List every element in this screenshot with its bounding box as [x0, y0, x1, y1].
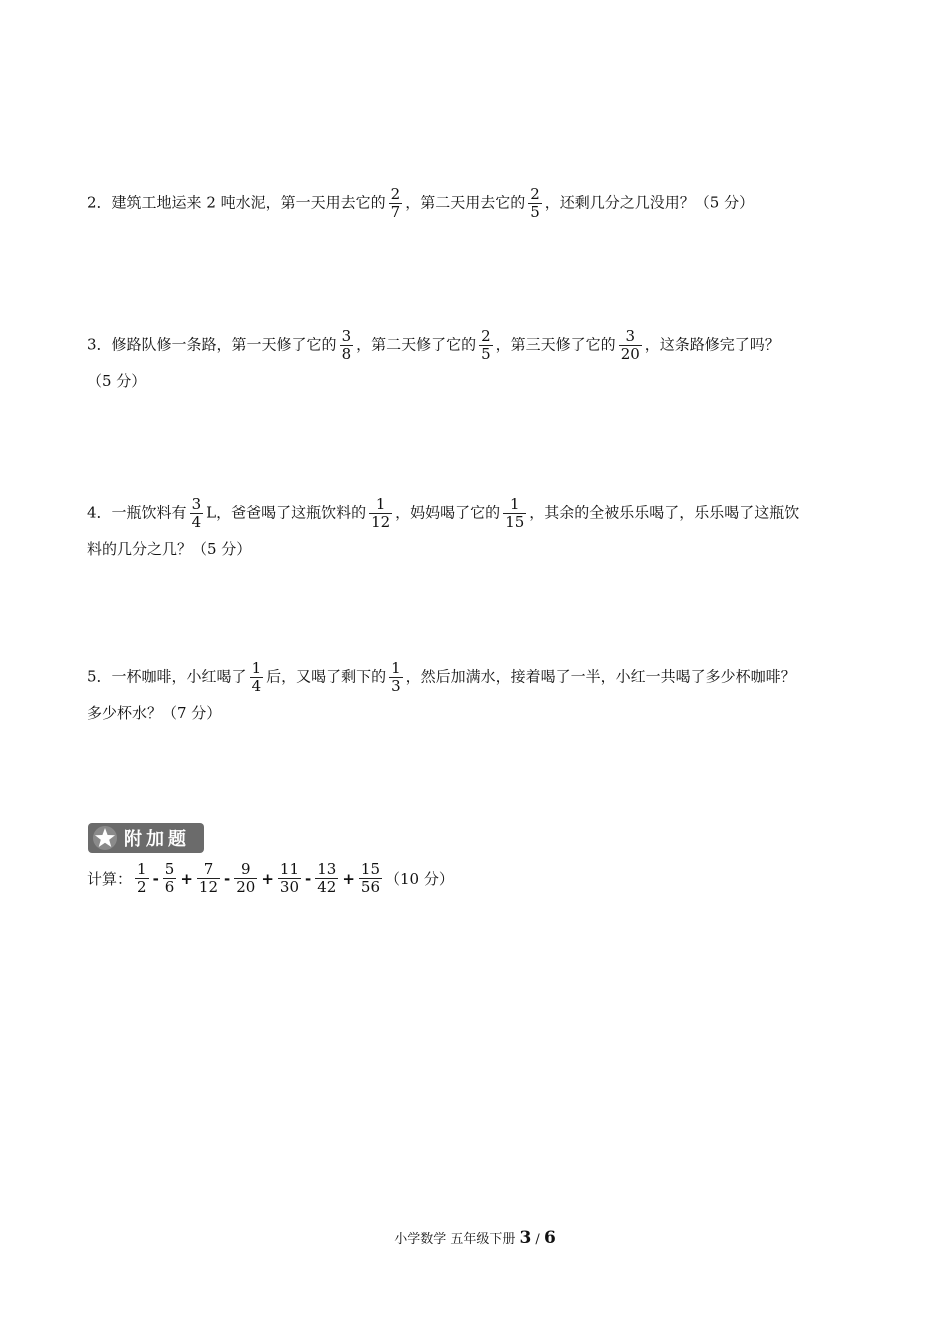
question-5: 5．一杯咖啡，小红喝了 $\frac{1}{4}$ 后，又喝了剩下的 $\frac{1}{3}$ ，然后加满水，接着喝了一半，小红一共喝了多少杯咖啡？ 多少杯水？（7 分）: [87, 660, 867, 723]
page-total: 6: [543, 1228, 556, 1248]
page-number: 3: [519, 1228, 532, 1248]
operator: +: [180, 869, 193, 888]
question-4: 4．一瓶饮料有 $\frac{3}{4}$ L，爸爸喝了这瓶饮料的 $\frac{1}{12}$ ，妈妈喝了它的 $\frac{1}{15}$ ，其余的全被乐乐喝了，乐乐喝了这瓶饮 料的几分之几？（5 分）: [87, 496, 867, 559]
bonus-section-header: [88, 823, 204, 853]
fraction: $\frac{9}{20}$: [236, 860, 256, 896]
score-line: （5 分）: [87, 372, 147, 390]
star-icon: [92, 825, 118, 851]
question-line-2: 料的几分之几？（5 分）: [87, 540, 252, 558]
fraction: $\frac{7}{12}$: [198, 860, 219, 896]
bonus-score: （10 分）: [385, 870, 454, 888]
bonus-calculation: [87, 861, 454, 896]
fraction: $\frac{1}{3}$: [391, 659, 401, 695]
fraction: $\frac{3}{8}$: [341, 327, 352, 363]
fraction: $\frac{1}{12}$: [371, 495, 391, 531]
fraction: $\frac{5}{6}$: [164, 860, 175, 896]
operator: -: [152, 869, 159, 888]
operator: -: [305, 869, 312, 888]
fraction: $\frac{11}{30}$: [279, 860, 300, 896]
fraction: $\frac{13}{42}$: [317, 860, 337, 896]
operator: +: [261, 869, 274, 888]
fraction: $\frac{2}{7}$: [390, 185, 401, 221]
operator: -: [224, 869, 231, 888]
question-line-2: 多少杯水？（7 分）: [87, 704, 222, 722]
question-2: 2．建筑工地运来 2 吨水泥，第一天用去它的 $\frac{2}{7}$ ，第二天用去它的 $\frac{2}{5}$ ，还剩几分之几没用？（5 分）: [87, 185, 755, 221]
operator: +: [342, 869, 355, 888]
bonus-title: 附加题: [124, 829, 190, 850]
fraction: $\frac{1}{2}$: [137, 860, 147, 896]
fraction: $\frac{1}{4}$: [251, 659, 262, 695]
page-footer: [0, 1228, 950, 1248]
fraction: $\frac{1}{15}$: [505, 495, 525, 531]
fraction: $\frac{2}{5}$: [481, 327, 491, 363]
page-separator: /: [531, 1232, 544, 1247]
fraction: $\frac{15}{56}$: [360, 860, 381, 896]
footer-subject: 小学数学 五年级下册: [394, 1232, 520, 1247]
question-3: 3．修路队修一条路，第一天修了它的 $\frac{3}{8}$ ，第二天修了它的 $\frac{2}{5}$ ，第三天修了它的 $\frac{3}{20}$ ，这条路修完了吗？ （5 分）: [87, 328, 867, 391]
fraction: $\frac{3}{20}$: [620, 327, 640, 363]
fraction: $\frac{2}{5}$: [530, 185, 540, 221]
fraction: $\frac{3}{4}$: [191, 495, 202, 531]
calc-label: 计算：: [87, 870, 133, 888]
